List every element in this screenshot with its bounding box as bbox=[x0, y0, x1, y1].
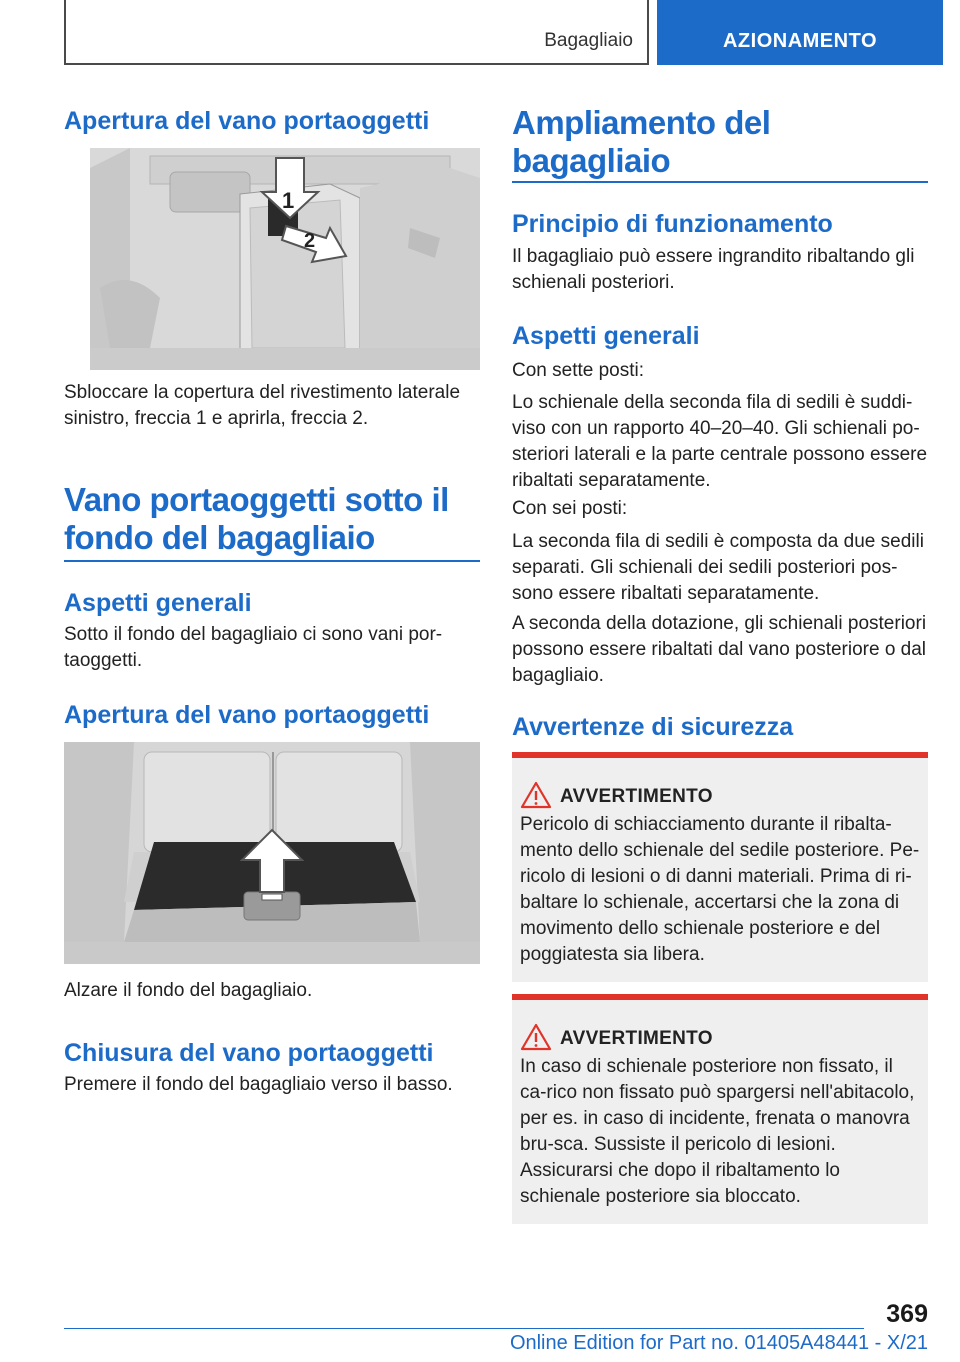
text-equipment: A seconda della dotazione, gli schienali posteriori possono essere ribaltati dal vano posteriore o dal bagagliaio. bbox=[512, 613, 927, 686]
text-six-label: Con sei posti: bbox=[512, 498, 628, 519]
arrow-1-label: 1 bbox=[282, 188, 295, 213]
text-seven-seats: Lo schienale della seconda fila di sedili è suddi-viso con un rapporto 40–20–40. Gli schienali po-steriori laterali e la parte centrale possono essere ribaltati separatamente. bbox=[512, 392, 928, 491]
arrow-2-label: 2 bbox=[304, 230, 316, 252]
footer-rule bbox=[64, 1328, 864, 1329]
warning-1-text: Pericolo di schiacciamento durante il ribalta-mento dello schienale del sedile posteriore. Pe-ricolo di lesioni o di danni materiali. Prima di ri-baltare lo schienale, accertarsi che la zona di movimento dello schienale posteriore e del poggiatesta sia libera. bbox=[520, 814, 920, 965]
warning-2-title: AVVERTIMENTO bbox=[560, 1028, 713, 1049]
heading-opening-side: Apertura del vano portaoggetti bbox=[64, 107, 430, 135]
page-number: 369 bbox=[886, 1300, 928, 1328]
heading-underfloor: Vano portaoggetti sotto il fondo del bagagliaio bbox=[64, 481, 449, 556]
heading-extension: Ampliamento del bagagliaio bbox=[512, 104, 771, 179]
side-compartment-illustration bbox=[90, 148, 480, 370]
warning-2-text: In caso di schienale posteriore non fissato, il ca-rico non fissato può spargersi nell'abitacolo, per es. in caso di incidente, frenata o manovra bru-sca. Sussiste il pericolo di lesioni. Assicurarsi che dopo il ribaltamento lo schienale posteriore sia bloccato. bbox=[520, 1056, 915, 1207]
footer-edition: Online Edition for Part no. 01405A48441 - X/21 bbox=[509, 1332, 928, 1354]
header-chapter-tab[interactable] bbox=[657, 0, 943, 65]
warning-box-1 bbox=[512, 752, 928, 982]
warning-box-2 bbox=[512, 994, 928, 1224]
header-section-box bbox=[64, 0, 649, 65]
heading-extension-rule bbox=[512, 181, 928, 183]
heading-general-right: Aspetti generali bbox=[512, 322, 700, 350]
text-closing: Premere il fondo del bagagliaio verso il basso. bbox=[64, 1074, 453, 1095]
heading-closing: Chiusura del vano portaoggetti bbox=[64, 1039, 434, 1067]
figure-side-compartment bbox=[90, 148, 480, 370]
heading-opening: Apertura del vano portaoggetti bbox=[64, 701, 430, 729]
figure-trunk-floor bbox=[64, 742, 480, 964]
header-section-title: Bagagliaio bbox=[544, 30, 633, 51]
heading-general-left: Aspetti generali bbox=[64, 589, 252, 617]
heading-underfloor-rule bbox=[64, 560, 480, 562]
text-six-seats: La seconda fila di sedili è composta da due sedili separati. Gli schienali dei sedili posteriori pos-sono essere ribaltati separatamente. bbox=[512, 531, 924, 604]
caption-side-compartment: Sbloccare la copertura del rivestimento laterale sinistro, freccia 1 e aprirla, freccia 2. bbox=[64, 382, 461, 429]
heading-safety: Avvertenze di sicurezza bbox=[512, 713, 794, 741]
text-principle: Il bagagliaio può essere ingrandito ribaltando gli schienali posteriori. bbox=[512, 246, 915, 293]
warning-1-title: AVVERTIMENTO bbox=[560, 786, 713, 807]
warning-triangle-icon bbox=[520, 1022, 552, 1052]
text-general-left: Sotto il fondo del bagagliaio ci sono vani por-taoggetti. bbox=[64, 624, 443, 671]
trunk-floor-illustration bbox=[64, 742, 480, 964]
heading-principle: Principio di funzionamento bbox=[512, 210, 833, 238]
caption-trunk-floor: Alzare il fondo del bagagliaio. bbox=[64, 980, 313, 1001]
text-seven-label: Con sette posti: bbox=[512, 360, 645, 381]
header-chapter-title: AZIONAMENTO bbox=[722, 30, 877, 52]
warning-triangle-icon bbox=[520, 780, 552, 810]
